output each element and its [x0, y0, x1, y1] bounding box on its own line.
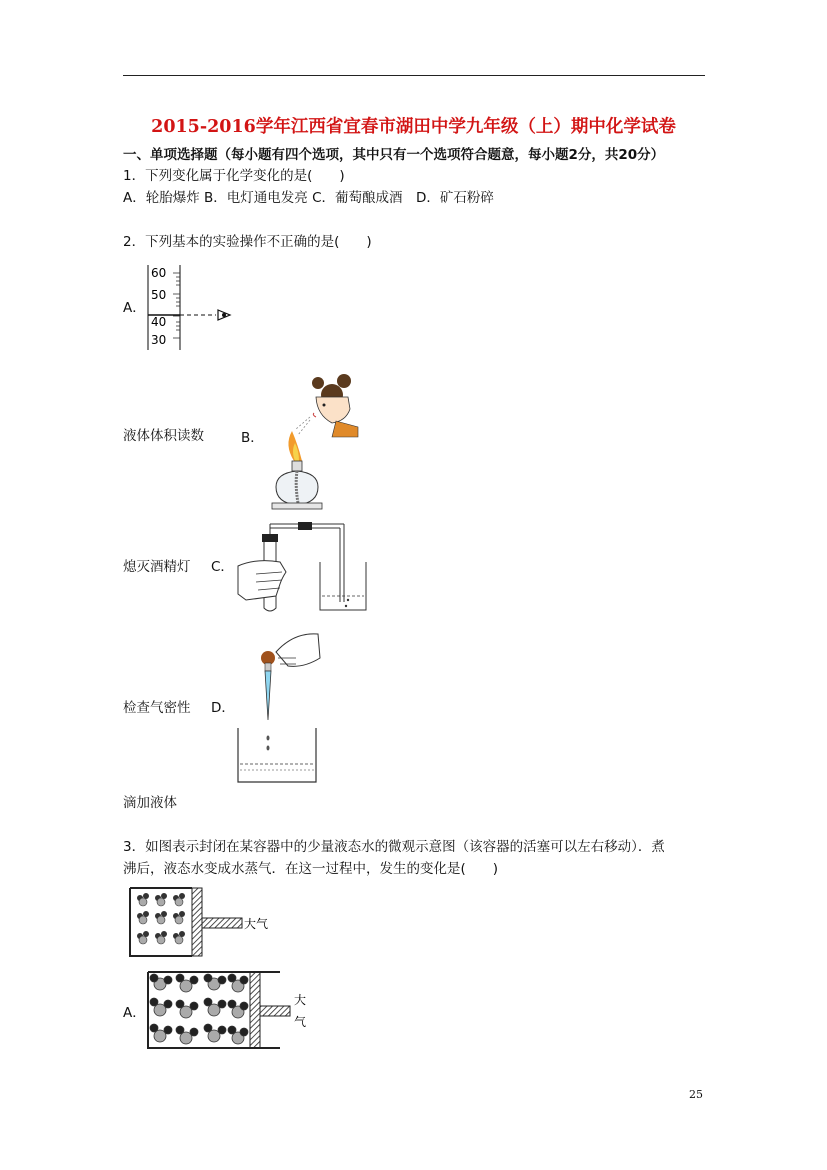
graduated-cylinder-figure: [140, 260, 240, 355]
option-c-caption: 检查气密性: [123, 700, 191, 716]
header-rule: [123, 75, 705, 76]
question-3-option-a-label: A．: [123, 1005, 146, 1021]
question-1-stem: 1．下列变化属于化学变化的是( ): [123, 168, 345, 184]
option-b-label: B．: [241, 430, 264, 446]
option-d-caption: 滴加液体: [123, 795, 177, 811]
water-container-figure: [128, 884, 288, 960]
air-label: 大气: [244, 917, 269, 931]
question-3-stem-line-2: 沸后，液态水变成水蒸气．在这一过程中，发生的变化是( ): [123, 861, 499, 877]
question-2-stem: 2．下列基本的实验操作不正确的是( ): [123, 234, 372, 250]
option-c-label: C．: [211, 559, 234, 575]
page-number: 25: [689, 1088, 703, 1101]
cylinder-tick-label: 30: [151, 333, 167, 347]
cylinder-tick-label: 60: [151, 266, 167, 280]
exam-title: 2015-2016学年江西省宜春市湖田中学九年级（上）期中化学试卷: [151, 117, 676, 137]
dropper-figure: [236, 628, 326, 786]
option-a-label: A．: [123, 300, 146, 316]
section-heading: 一、单项选择题（每小题有四个选项，其中只有一个选项符合题意，每小题2分，共20分）: [123, 147, 665, 163]
air-label-top: 大: [294, 993, 307, 1007]
airtightness-figure: [236, 518, 376, 614]
question-3-stem-line-1: 3．如图表示封闭在某容器中的少量液态水的微观示意图（该容器的活塞可以左右移动）．煮: [123, 839, 665, 855]
alcohol-lamp-figure: [262, 365, 364, 515]
water-vapor-figure: [146, 968, 316, 1052]
air-label-bottom: 气: [294, 1015, 307, 1029]
option-d-label: D．: [211, 700, 235, 716]
option-a-caption: 液体体积读数: [123, 428, 204, 444]
question-1-options: A．轮胎爆炸 B．电灯通电发亮 C．葡萄酿成酒 D．矿石粉碎: [123, 190, 494, 206]
cylinder-tick-label: 40: [151, 315, 167, 329]
option-b-caption: 熄灭酒精灯: [123, 559, 191, 575]
cylinder-tick-label: 50: [151, 288, 167, 302]
